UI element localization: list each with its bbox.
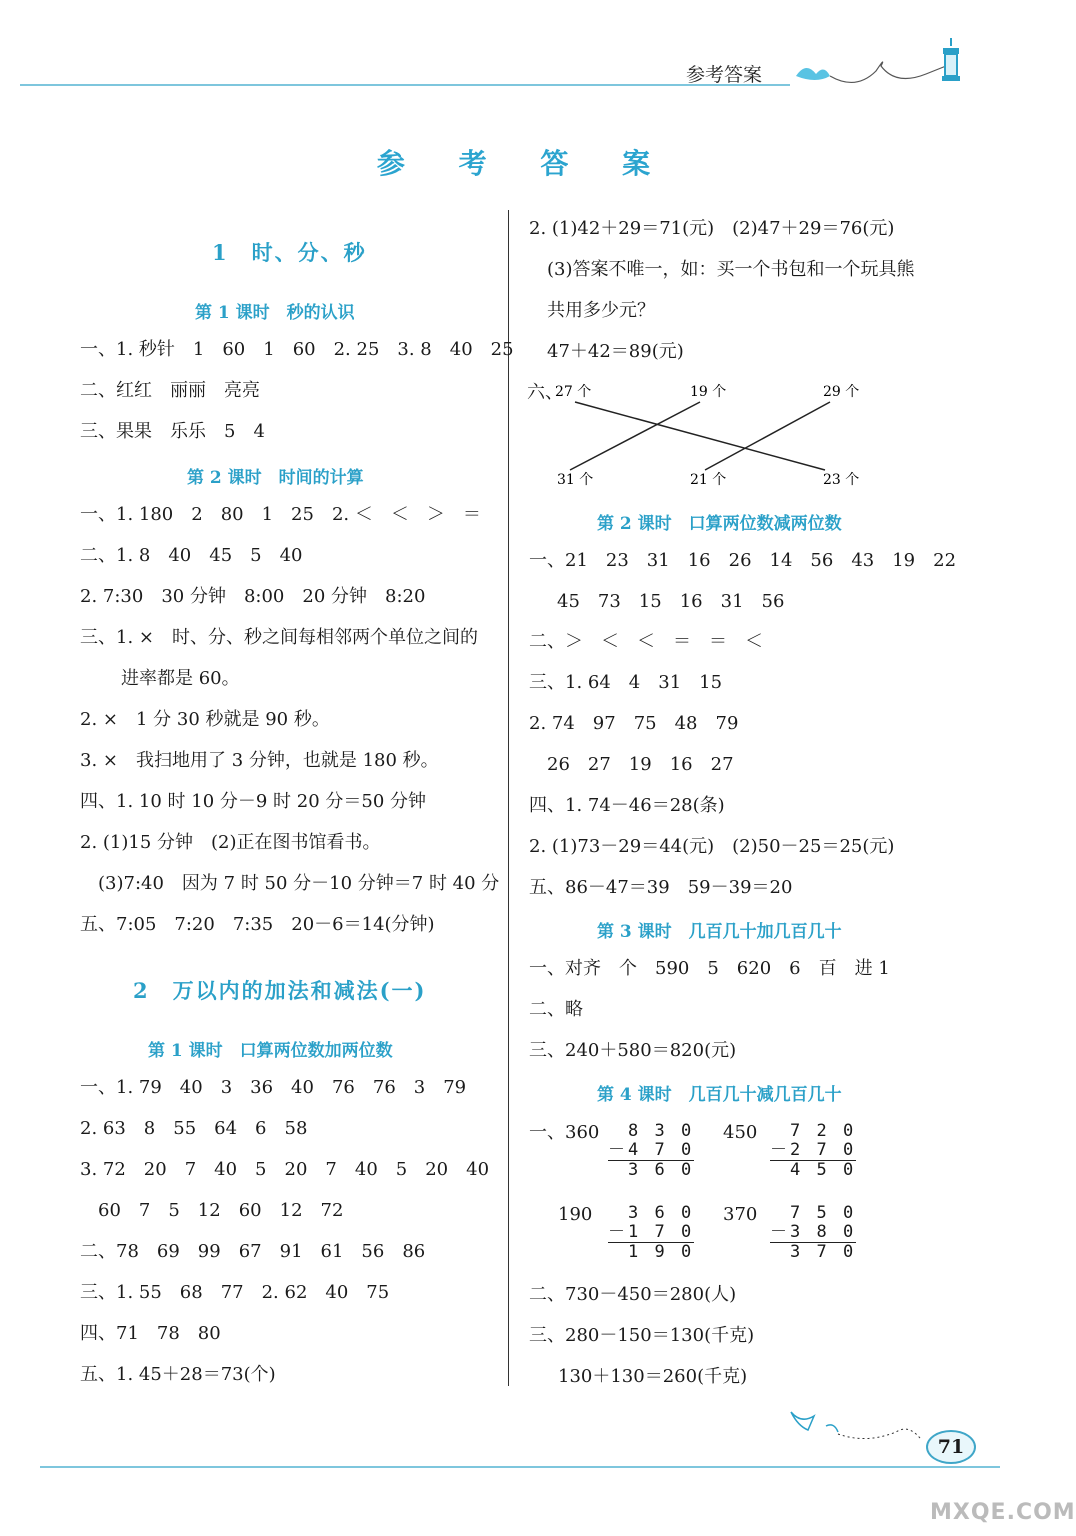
footer-rule	[40, 1466, 1000, 1468]
answer-line: 3. 72 20 7 40 5 20 7 40 5 20 40	[80, 1159, 490, 1180]
answer-line: 二、78 69 99 67 91 61 56 86	[80, 1241, 426, 1262]
answer-line: 五、86－47＝39 59－39＝20	[529, 877, 793, 898]
answer-line: 26 27 19 16 27	[547, 754, 734, 775]
difference: 1 9 0	[608, 1242, 694, 1262]
lesson-heading: 第 2 课时 时间的计算	[187, 468, 364, 488]
subtrahend: －4 7 0	[608, 1140, 695, 1160]
answer-line: 190	[558, 1204, 593, 1225]
match-top-1: 19 个	[690, 384, 727, 400]
butterfly-lantern-decoration	[786, 36, 986, 106]
answer-line: 二、730－450＝280(人)	[529, 1284, 737, 1305]
minuend: 7 2 0	[790, 1121, 857, 1141]
answer-line: 四、71 78 80	[80, 1323, 221, 1344]
subtrahend: －1 7 0	[608, 1222, 695, 1242]
answer-line: 370	[723, 1204, 758, 1225]
minuend: 8 3 0	[628, 1121, 695, 1141]
column-divider	[508, 210, 509, 1386]
section-heading: 2 万以内的加法和减法(一)	[133, 978, 427, 1003]
answer-line: 二、略	[529, 999, 583, 1020]
minuend: 7 5 0	[790, 1203, 857, 1223]
answer-line: 二、红红 丽丽 亮亮	[80, 380, 260, 401]
answer-line: 一、1. 秒针 1 60 1 60 2. 25 3. 8 40 25	[80, 339, 514, 360]
answer-line: 3. × 我扫地用了 3 分钟，也就是 180 秒。	[80, 750, 439, 771]
answer-line: 130＋130＝260(千克)	[558, 1366, 748, 1387]
header-label: 参考答案	[686, 64, 763, 86]
page-number: 71	[926, 1430, 976, 1464]
answer-line: 450	[723, 1122, 758, 1143]
answer-line: 一、21 23 31 16 26 14 56 43 19 22	[529, 550, 957, 571]
answer-line: (3)7:40 因为 7 时 50 分－10 分钟＝7 时 40 分	[98, 873, 500, 894]
match-top-2: 29 个	[823, 384, 860, 400]
answer-line: 2. 7:30 30 分钟 8:00 20 分钟 8:20	[80, 586, 426, 607]
answer-line: 60 7 5 12 60 12 72	[98, 1200, 344, 1221]
subtrahend: －3 8 0	[770, 1222, 857, 1242]
match-bottom-1: 21 个	[690, 472, 727, 488]
vertical-subtraction	[608, 1122, 694, 1180]
answer-line: 共用多少元？	[547, 300, 655, 321]
answer-line: 三、果果 乐乐 5 4	[80, 421, 265, 442]
match-line-29-21	[705, 402, 830, 470]
lesson-heading: 第 2 课时 口算两位数减两位数	[597, 514, 842, 534]
answer-line: 三、1. 55 68 77 2. 62 40 75	[80, 1282, 390, 1303]
answer-line: 2. (1)42＋29＝71(元) (2)47＋29＝76(元)	[529, 218, 895, 239]
answer-line: 进率都是 60。	[121, 668, 240, 689]
matching-prefix: 六、	[527, 382, 563, 403]
answer-line: 一、1. 180 2 80 1 25 2. ＜ ＜ ＞ ＝	[80, 504, 481, 525]
page-title: 参 考 答 案	[376, 147, 673, 180]
minuend: 3 6 0	[628, 1203, 695, 1223]
answer-line: 47＋42＝89(元)	[547, 341, 684, 362]
answer-line: (3)答案不唯一，如：买一个书包和一个玩具熊	[547, 259, 915, 280]
answer-line: 四、1. 10 时 10 分－9 时 20 分＝50 分钟	[80, 791, 427, 812]
header-rule	[20, 84, 790, 86]
answer-line: 三、1. × 时、分、秒之间每相邻两个单位之间的	[80, 627, 478, 648]
lesson-heading: 第 1 课时 口算两位数加两位数	[148, 1041, 393, 1061]
difference: 3 7 0	[770, 1242, 856, 1262]
answer-line: 一、360	[529, 1122, 600, 1143]
vertical-subtraction	[608, 1204, 694, 1262]
match-line-27-23	[575, 402, 825, 470]
answer-line: 五、7:05 7:20 7:35 20－6＝14(分钟)	[80, 914, 435, 935]
lesson-heading: 第 1 课时 秒的认识	[195, 303, 355, 323]
answer-line: 45 73 15 16 31 56	[557, 591, 785, 612]
answer-line: 2. 74 97 75 48 79	[529, 713, 739, 734]
vertical-subtraction	[770, 1122, 856, 1180]
answer-line: 2. (1)73－29＝44(元) (2)50－25＝25(元)	[529, 836, 895, 857]
section-heading: 1 时、分、秒	[212, 240, 367, 265]
answer-line: 2. × 1 分 30 秒就是 90 秒。	[80, 709, 330, 730]
answer-line: 2. (1)15 分钟 (2)正在图书馆看书。	[80, 832, 381, 853]
lesson-heading: 第 3 课时 几百几十加几百几十	[597, 922, 842, 942]
match-bottom-0: 31 个	[557, 472, 594, 488]
answer-line: 一、1. 79 40 3 36 40 76 76 3 79	[80, 1077, 467, 1098]
answer-line: 一、对齐 个 590 5 620 6 百 进 1	[529, 958, 890, 979]
bird-doodle-decoration	[786, 1404, 926, 1454]
match-top-0: 27 个	[555, 384, 592, 400]
match-bottom-2: 23 个	[823, 472, 860, 488]
subtrahend: －2 7 0	[770, 1140, 857, 1160]
lesson-heading: 第 4 课时 几百几十减几百几十	[597, 1085, 842, 1105]
answer-line: 三、240＋580＝820(元)	[529, 1040, 737, 1061]
answer-line: 四、1. 74－46＝28(条)	[529, 795, 725, 816]
vertical-subtraction	[770, 1204, 856, 1262]
answer-line: 二、＞ ＜ ＜ ＝ ＝ ＜	[529, 631, 763, 652]
answer-line: 三、280－150＝130(千克)	[529, 1325, 755, 1346]
difference: 3 6 0	[608, 1160, 694, 1180]
answer-line: 二、1. 8 40 45 5 40	[80, 545, 303, 566]
answer-line: 三、1. 64 4 31 15	[529, 672, 723, 693]
match-line-19-31	[570, 402, 700, 470]
matching-diagram	[525, 378, 875, 488]
difference: 4 5 0	[770, 1160, 856, 1180]
answer-line: 2. 63 8 55 64 6 58	[80, 1118, 308, 1139]
butterfly-icon	[796, 68, 830, 80]
answer-line: 五、1. 45＋28＝73(个)	[80, 1364, 276, 1385]
watermark-text: MXQE.COM	[930, 1500, 1076, 1525]
lantern-icon	[942, 38, 960, 81]
